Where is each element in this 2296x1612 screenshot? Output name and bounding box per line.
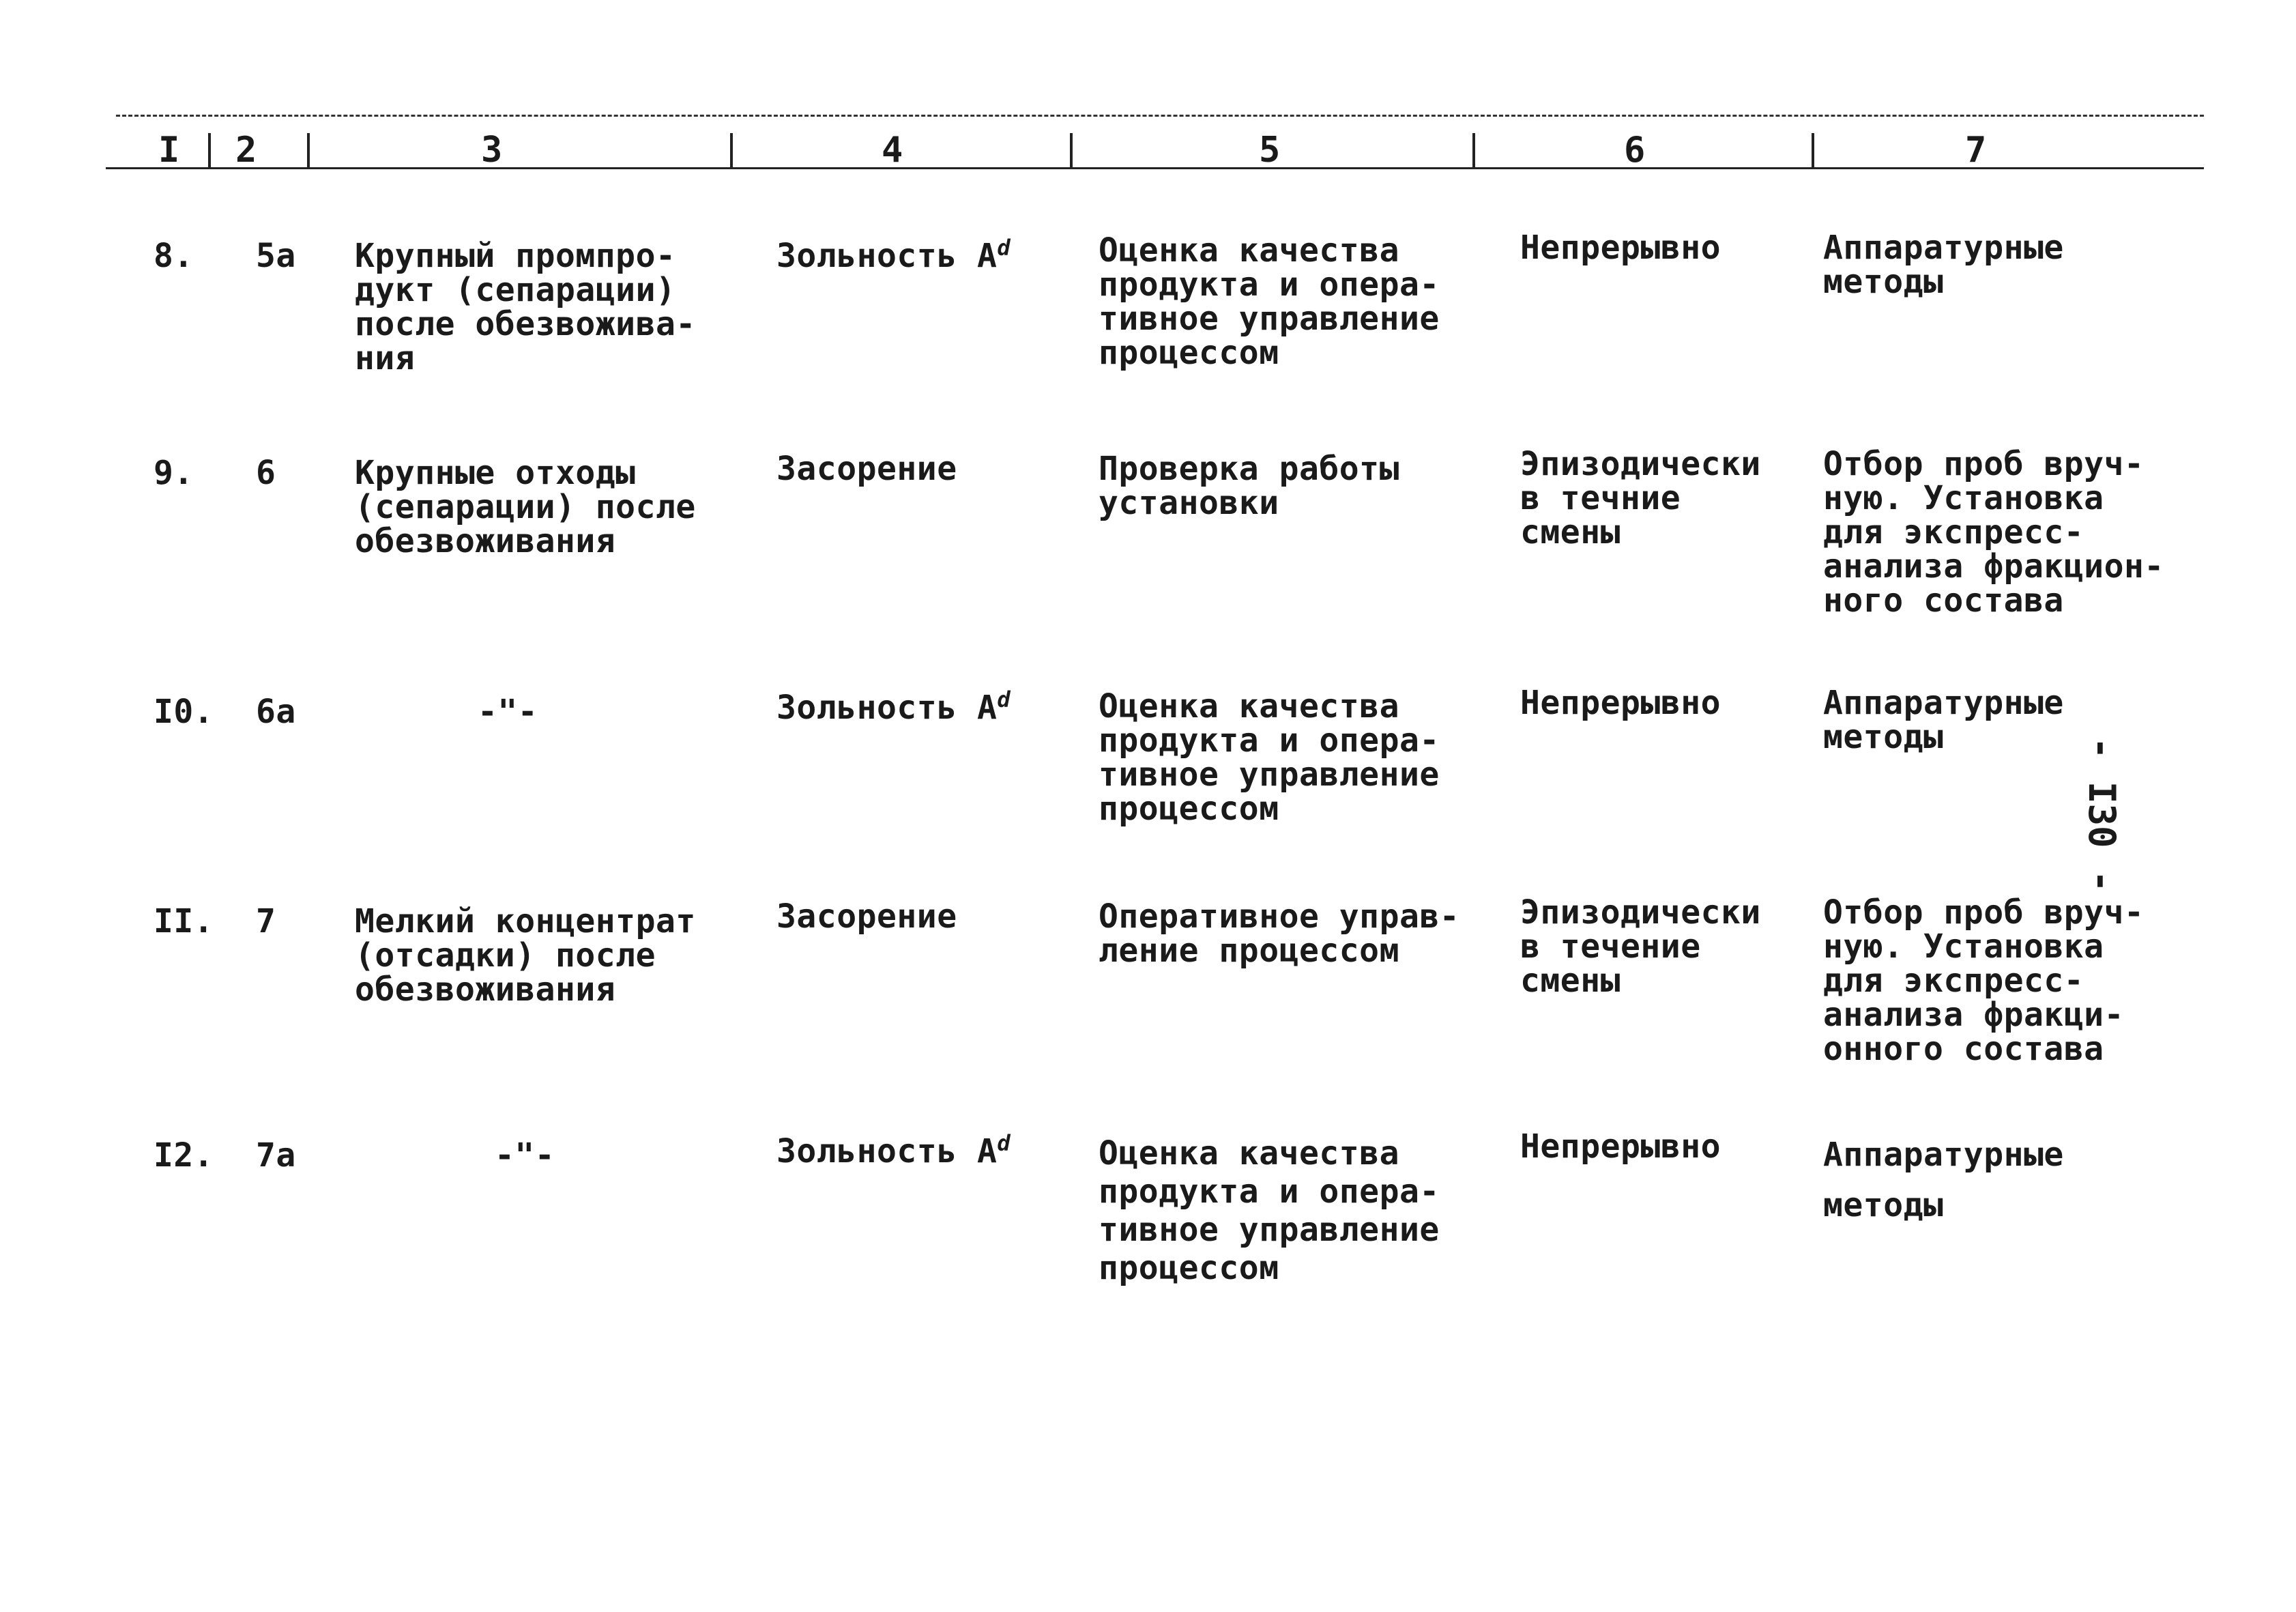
header-col-2: 2 <box>235 130 257 171</box>
control-frequency: Непрерывно <box>1520 229 1721 267</box>
control-method: Отбор проб вруч- ную. Установка для экспресс- анализа фракци- онного состава <box>1823 893 2145 1068</box>
header-separator <box>208 133 211 167</box>
control-method: Аппаратурные методы <box>1823 1136 2064 1224</box>
control-method: Аппаратурные методы <box>1823 684 2064 756</box>
header-separator <box>730 133 733 167</box>
control-parameter: Зольность $А^d$ <box>776 235 1011 275</box>
row-number: 9. <box>154 454 194 492</box>
control-frequency: Эпизодически в течение смены <box>1520 893 1761 1000</box>
sampling-point: 7а <box>256 1136 296 1175</box>
top-rule <box>116 115 2204 117</box>
product-name: Крупные отходы (сепарации) после обезвоживания <box>355 454 696 560</box>
header-col-4: 4 <box>882 130 903 171</box>
sampling-point: 7 <box>256 902 276 940</box>
control-parameter: Зольность $А^d$ <box>776 1130 1011 1170</box>
header-col-5: 5 <box>1259 130 1281 171</box>
header-separator <box>307 133 310 167</box>
control-purpose: Оценка качества продукта и опера- тивное управление процессом <box>1099 1134 1440 1287</box>
row-number: I2. <box>154 1136 214 1175</box>
control-purpose: Оперативное управ- ление процессом <box>1099 897 1460 970</box>
header-underline <box>106 167 2204 169</box>
sampling-point: 6 <box>256 454 276 492</box>
product-name: -"- <box>495 1136 555 1175</box>
control-frequency: Непрерывно <box>1520 1127 1721 1166</box>
header-col-7: 7 <box>1965 130 1987 171</box>
control-frequency: Эпизодически в течние смены <box>1520 445 1761 551</box>
row-number: 8. <box>154 237 194 275</box>
header-separator <box>1472 133 1475 167</box>
page-number: - I30 - <box>2080 737 2123 893</box>
product-name: Мелкий концентрат (отсадки) после обезвоживания <box>355 902 696 1009</box>
control-purpose: Проверка работы установки <box>1099 450 1399 522</box>
sampling-point: 6а <box>256 693 296 731</box>
control-purpose: Оценка качества продукта и опера- тивное управление процессом <box>1099 231 1440 372</box>
sampling-point: 5а <box>256 237 296 275</box>
header-separator <box>1070 133 1073 167</box>
control-purpose: Оценка качества продукта и опера- тивное управление процессом <box>1099 687 1440 828</box>
product-name: Крупный промпро- дукт (сепарации) после обезвожива- ния <box>355 237 696 377</box>
control-parameter: Засорение <box>776 897 957 936</box>
header-col-3: 3 <box>481 130 503 171</box>
header-separator <box>1812 133 1814 167</box>
control-parameter: Зольность $А^d$ <box>776 687 1011 727</box>
control-method: Аппаратурные методы <box>1823 229 2064 301</box>
row-number: I0. <box>154 693 214 731</box>
control-method: Отбор проб вруч- ную. Установка для экспресс- анализа фракцион- ного состава <box>1823 445 2164 620</box>
header-col-6: 6 <box>1624 130 1646 171</box>
header-col-1: I <box>158 130 180 171</box>
product-name: -"- <box>478 693 538 731</box>
control-parameter: Засорение <box>776 450 957 488</box>
control-frequency: Непрерывно <box>1520 684 1721 722</box>
row-number: II. <box>154 902 214 940</box>
